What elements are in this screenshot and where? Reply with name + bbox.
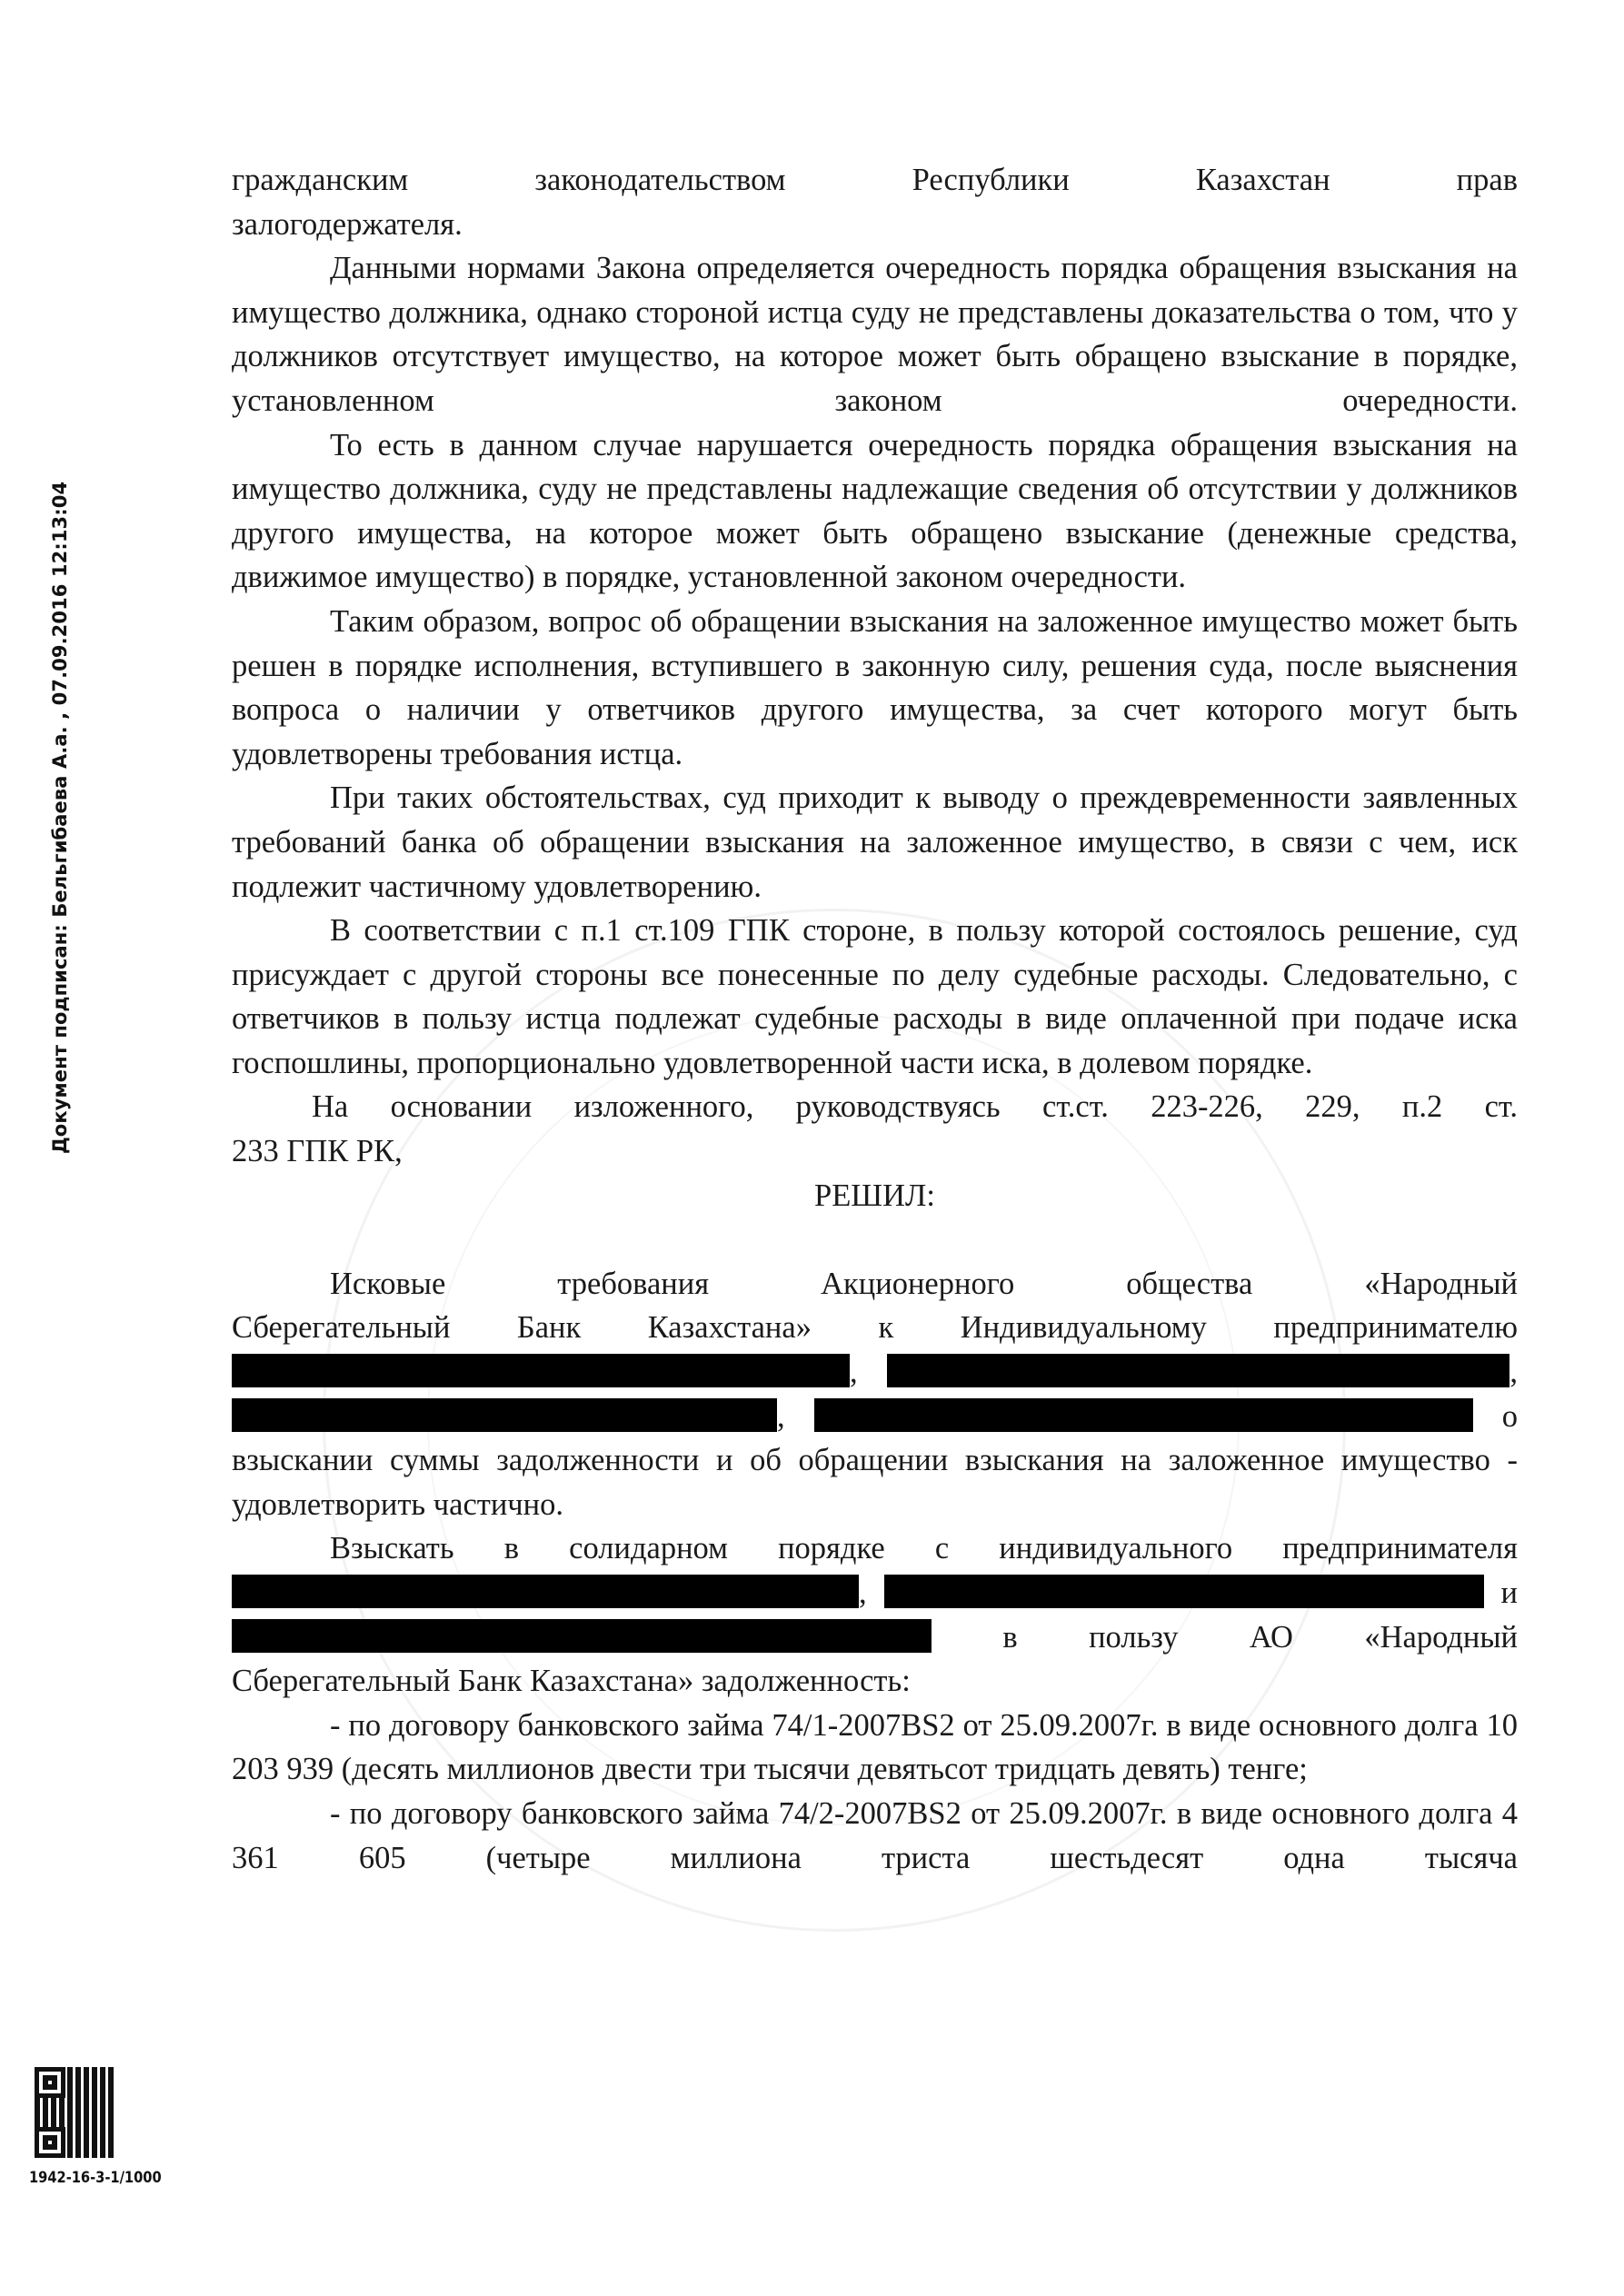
redacted-block [232,1619,932,1653]
redacted-block [232,1354,850,1387]
paragraph: 233 ГПК РК, [232,1134,403,1169]
paragraph: В соответствии с п.1 ст.109 ГПК стороне, в пользу которой состоялось решение, суд присуждает с другой стороны все понесенные по делу судебные расходы. Следовательно, с ответчиков в пользу истца подлежат судебные расходы в виде оплаченной при подаче иска госпошлины, пропорционально удовлетворенной части иска, в долевом порядке. [232,913,1518,1080]
document-body [232,158,1518,1880]
redacted-line: в пользу АО «Народный [232,1615,1518,1660]
decision-heading: РЕШИЛ: [814,1178,935,1213]
redacted-line: , о [232,1395,1518,1439]
redacted-line: , , [232,1350,1518,1395]
redacted-block [232,1575,859,1608]
loan-item: - по договору банковского займа 74/2-2007BS2 от 25.09.2007г. в виде основного долга 4 361 605 (четыре миллиона триста шестьдесят одна тысяча [232,1795,1518,1875]
paragraph: При таких обстоятельствах, суд приходит к выводу о преждевременности заявленных требований банка об обращении взыскания на заложенное имущество, в связи с чем, иск подлежит частичному удовлетворению. [232,780,1518,904]
claim-line: взыскании суммы задолженности и об обращении взыскания на заложенное имущество - удовлетворить частично. [232,1443,1518,1522]
recover-line: Сберегательный Банк Казахстана» задолженность: [232,1664,911,1699]
paragraph: гражданским законодательством Республики Казахстан прав [232,163,1518,197]
document-code: 1942-16-3-1/1000 [29,2169,162,2187]
paragraph: Таким образом, вопрос об обращении взыскания на заложенное имущество может быть решен в порядке исполнения, вступившего в законную силу, решения суда, после выяснения вопроса о наличии у ответчиков другого имущества, за счет которого могут быть удовлетворены требования истца. [232,603,1518,771]
paragraph: То есть в данном случае нарушается очередность порядка обращения взыскания на имущество должника, суду не представлены надлежащие сведения об отсутствии у должников другого имущества, на которое может быть обращено взыскание (денежные средства, движимое имущество) в порядке, установленной законом очередности. [232,427,1518,595]
recover-line: Взыскать в солидарном порядке с индивидуального предпринимателя [330,1531,1518,1566]
redacted-block [814,1398,1473,1432]
redacted-line: , и [232,1571,1518,1615]
redacted-block [232,1398,777,1432]
redacted-block [884,1575,1484,1608]
loan-item: - по договору банковского займа 74/1-2007BS2 от 25.09.2007г. в виде основного долга 10 203 939 (десять миллионов двести три тысячи девятьсот тридцать девять) тенге; [232,1707,1518,1787]
redacted-block [887,1354,1509,1387]
claim-line: Исковые требования Акционерного общества «Народный [330,1266,1518,1301]
paragraph: залогодержателя. [232,206,463,242]
paragraph: Данными нормами Закона определяется очередность порядка обращения взыскания на имущество должника, однако стороной истца суду не представлены доказательства о том, что у должников отсутствует имущество, на которое может быть обращено взыскание в порядке, установленном законом очередности. [232,251,1518,418]
claim-line: Сберегательный Банк Казахстана» к Индивидуальному предпринимателю [232,1310,1518,1346]
paragraph: На основании изложенного, руководствуясь ст.ст. 223-226, 229, п.2 ст. [312,1089,1518,1125]
qr-code-icon [35,2067,116,2158]
